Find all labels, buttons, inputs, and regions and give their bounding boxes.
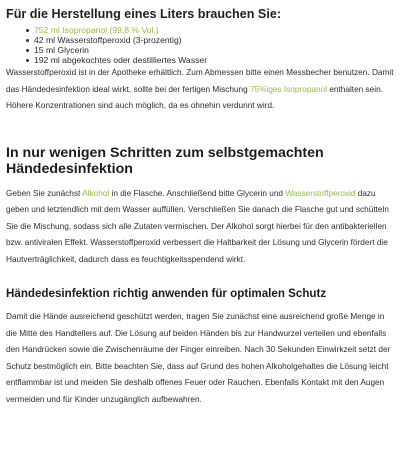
ingredients-list — [6, 25, 396, 65]
steps-text-c: dazu geben und letztendlich mit dem Wasser auffüllen. Verschließen Sie danach die Flasche gut und schütteln Sie die Mischung, sodass sich alle Zutaten vermischen. Der Alkohol sorgt hierbei für den antibakteriellen bzw. antiviralen Effekt. Wasserstoffperoxid verbessert die Haltbarkeit der Lösung und Glycerin fördert die Hautverträglichkeit, dadurch dass es feuchtigkeitsspendend wirkt. — [6, 188, 389, 264]
ingredient-glycerin: 15 ml Glycerin — [34, 45, 396, 55]
steps-heading — [6, 145, 396, 177]
measuring-text-b: enthalten sein. Höhere Konzentrationen sind auch möglich, da es ohnehin verdunnt wird. — [6, 84, 383, 110]
usage-paragraph: Damit die Hände ausreichend geschützt werden, tragen Sie zunächst eine ausreichend große Menge in die Mitte des Handtellers auf. Die Lösung auf beiden Händen bis zur Handwurzel verteilen und ebenfalls den Handrücken sowie die Zwischenräume der Finger einreiben. Nach 30 Sekunden Einwirkzeit setzt der Schutz bestmöglich ein. Bitte beachten Sie, dass auf Grund des hohen Alkoholgehaltes die Lösung leicht entflammbar ist und meiden Sie deshalb offenes Feuer oder Rauchen. Ebenfalls Kontakt mit den Augen vermeiden und für Kinder unzugänglich aufbewahren. — [6, 312, 391, 404]
measuring-text-a: Wasserstoffperoxid ist in der Apotheke erhältlich. Zum Abmessen bitte einen Messbecher benutzen. Damit das Händedesinfektion ideal wirkt, sollte bei der fertigen Mischung — [6, 68, 394, 94]
measuring-paragraph — [6, 65, 396, 115]
steps-text-a: Geben Sie zunächst — [6, 188, 83, 198]
steps-text-b: in die Flasche. Anschließend bitte Glycerin und — [109, 188, 286, 198]
steps-paragraph — [6, 186, 396, 269]
hydrogen-peroxide-link[interactable]: Wasserstoffperoxid — [285, 188, 356, 198]
steps-heading-line1: In nur wenigen Schritten zum selbstgemachten — [6, 144, 324, 161]
ingredient-isopropanol[interactable]: 752 ml Isopropanol (99,8 % Vol.) — [34, 25, 396, 35]
steps-heading-line2: Händedesinfektion — [6, 160, 133, 177]
isopropanol-link[interactable]: 75%iges Isopropanol — [249, 84, 328, 94]
ingredient-water: 192 ml abgekochtes oder destilliertes Wasser — [34, 55, 396, 65]
ingredients-heading: Für die Herstellung eines Liters brauchen Sie: — [6, 7, 282, 21]
usage-heading: Händedesinfektion richtig anwenden für optimalen Schutz — [6, 287, 327, 300]
alcohol-link[interactable]: Alkohol — [82, 188, 110, 198]
ingredient-hydrogen-peroxide: 42 ml Wasserstoffperoxid (3-prozentig) — [34, 35, 396, 45]
